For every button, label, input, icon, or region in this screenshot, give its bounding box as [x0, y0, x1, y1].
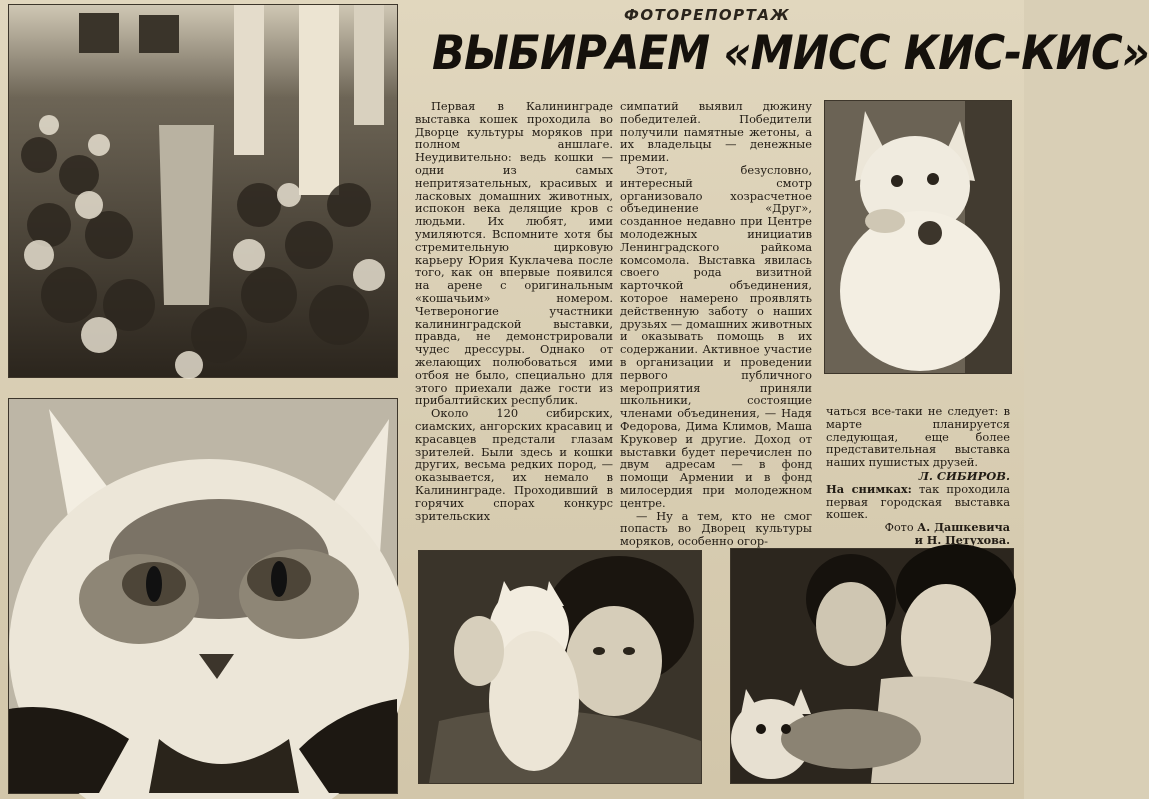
- article-paragraph: Первая в Калининграде выставка кошек проходила во Дворце культуры моряков при полном аншлаге. Неудивительно: ведь кошки — одни из самых непритязательных, красивых и ласковых домашних животных, испокон века делящие кров с людьми. Их любят, ими умиляются. Вспомните хотя бы стремительную цирковую карьеру Юрия Куклачева после того, как он впервые появился на арене с оригинальным «кошачьим» номером. Четвероногие участники калининградской выставки, правда, не демонстрировали чудес дрессуры. Однако от желающих полюбоваться ими отбоя не было, специально для этого приехали даже гости из прибалтийских республик.: [415, 99, 613, 408]
- article-column-2: [620, 100, 812, 548]
- caption-label: На снимках:: [826, 481, 912, 496]
- credit-name: и Н. Петухова.: [914, 533, 1010, 548]
- article-paragraph: чаться все-таки не следует: в марте планируется следующая, еще более представительная выставка наших пушистых друзей.: [826, 404, 1010, 470]
- article-paragraph: Около 120 сибирских, сиамских, ангорских красавиц и красавцев предстали глазам зрителей. Были здесь и кошки других, весьма редких пород, — оказывается, их немало в Калининграде. Проходивший в горячих спорах конкурс зрительских: [415, 406, 613, 523]
- page-headline: ВЫБИРАЕМ «МИСС КИС-КИС»: [432, 26, 1149, 81]
- photo-cat-closeup: [8, 398, 398, 794]
- photo-woman-girl-cat: [730, 548, 1014, 784]
- section-kicker: ФОТОРЕПОРТАЖ: [624, 6, 791, 24]
- article-column-3: [826, 405, 1010, 547]
- article-paragraph: симпатий выявил дюжину победителей. Победители получили памятные жетоны, а их владельцы — денежные премии.: [620, 99, 812, 165]
- article-paragraph: Этот, безусловно, интересный смотр организовало хозрасчетное объединение «Друг», созданное недавно при Центре молодежных инициатив Ленинградского райкома комсомола. Выставка явилась своего рода визитной карточкой объединения, которое намерено проявлять действенную заботу о наших друзьях — домашних животных и оказывать помощь в их содержании. Активное участие в организации и проведении первого публичного мероприятия приняли школьники, состоящие членами объединения, — Надя Федорова, Дима Климов, Маша Круковер и другие. Доход от выставки будет перечислен по двум адресам — в фонд помощи Армении и в фонд милосердия при молодежном центре.: [620, 162, 812, 510]
- photo-girl-with-cat: [418, 550, 702, 784]
- caption-text: так проходила первая городская выставка кошек.: [826, 481, 1010, 522]
- article-column-1: [415, 100, 613, 522]
- photo-exhibition-crowd: [8, 4, 398, 378]
- article-paragraph: — Ну а тем, кто не смог попасть во Дворец культуры моряков, особенно огор-: [620, 508, 812, 549]
- photo-credit: [826, 521, 1010, 547]
- credit-label: Фото: [884, 521, 914, 535]
- credit-name: А. Дашкевича: [917, 520, 1010, 535]
- photo-white-cat: [824, 100, 1012, 374]
- photo-caption: [826, 483, 1010, 521]
- author-signature: Л. СИБИРОВ.: [918, 468, 1010, 483]
